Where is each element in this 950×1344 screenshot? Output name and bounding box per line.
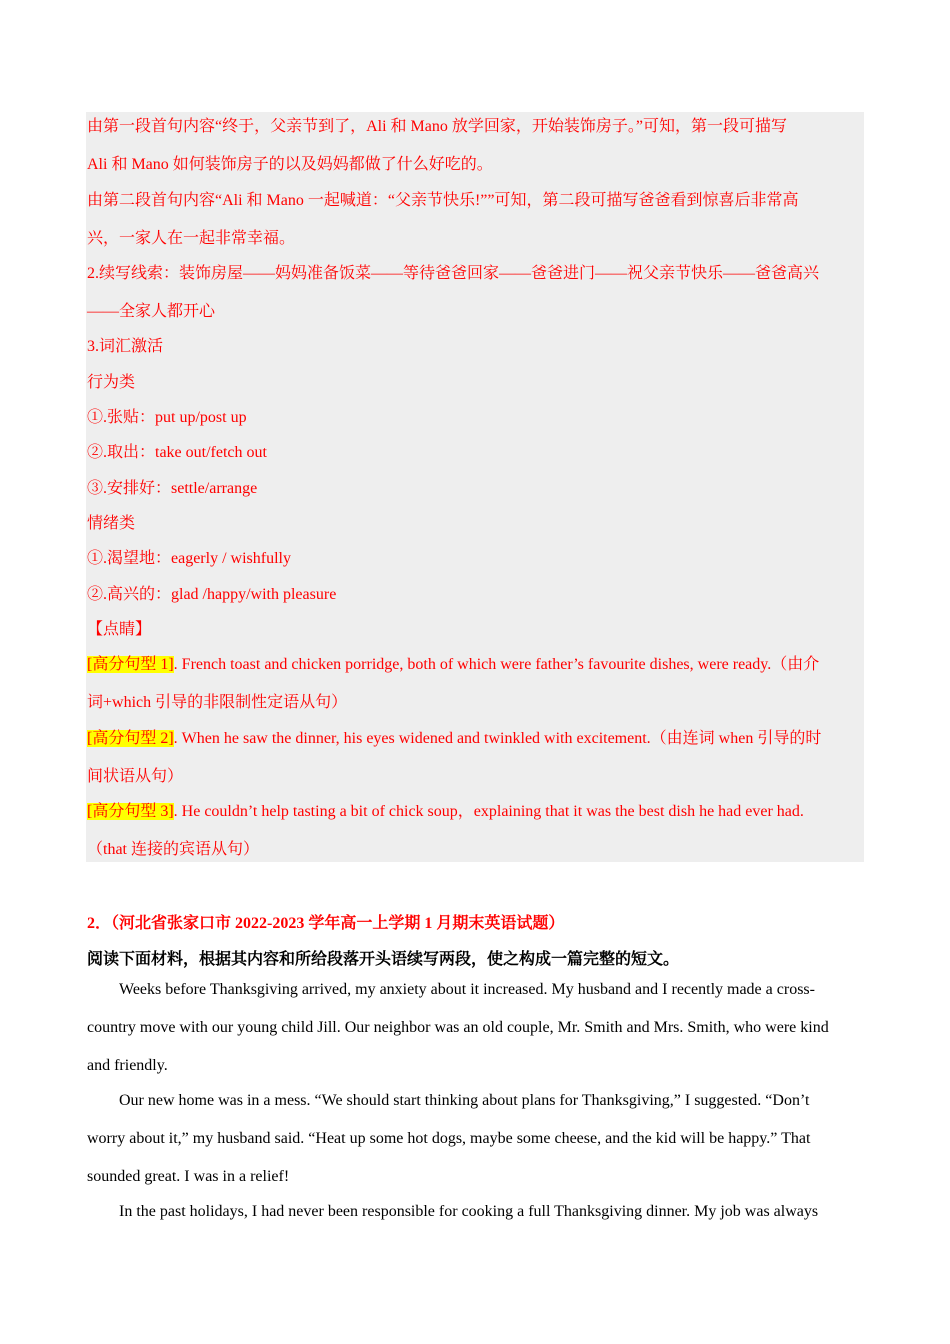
sentence-2-line2: 间状语从句） xyxy=(87,768,184,785)
question-instruction: 阅读下面材料，根据其内容和所给段落开头语续写两段，使之构成一篇完整的短文。 xyxy=(87,951,680,968)
sentence-tag: [高分句型 3] xyxy=(87,803,174,820)
question-title: 2．（河北省张家口市 2022-2023 学年高一上学期 1 月期末英语试题） xyxy=(87,915,565,932)
passage-line: sounded great. I was in a relief! xyxy=(87,1168,290,1185)
analysis-p1-line2: Ali 和 Mano 如何装饰房子的以及妈妈都做了什么好吃的。 xyxy=(87,156,493,173)
highlight-title: 【点睛】 xyxy=(87,621,152,638)
passage-line: country move with our young child Jill. Our neighbor was an old couple, Mr. Smith and Mrs. Smith, who were kind xyxy=(87,1019,829,1036)
vocab-item: ③.安排好：settle/arrange xyxy=(87,480,258,497)
sentence-2-line1 xyxy=(87,729,862,749)
vocab-item: ①.渴望地：eagerly / wishfully xyxy=(87,550,291,567)
vocab-title: 3.词汇激活 xyxy=(87,338,164,355)
sentence-3-line2: （that 连接的宾语从句） xyxy=(87,841,259,858)
sentence-1-line2: 词+which 引导的非限制性定语从句） xyxy=(87,694,348,711)
sentence-tag: [高分句型 1] xyxy=(87,656,174,673)
passage-line: Our new home was in a mess. “We should start thinking about plans for Thanksgiving,” I suggested. “Don’t xyxy=(119,1092,810,1109)
vocab-item: ②.取出：take out/fetch out xyxy=(87,444,267,461)
vocab-item: ①.张贴：put up/post up xyxy=(87,409,247,426)
analysis-p1-line1: 由第一段首句内容“终于，父亲节到了，Ali 和 Mano 放学回家，开始装饰房子。”可知，第一段可描写 xyxy=(87,118,787,135)
sentence-3-line1 xyxy=(87,802,862,822)
passage-line: worry about it,” my husband said. “Heat up some hot dogs, maybe some cheese, and the kid will be happy.” That xyxy=(87,1130,811,1147)
passage-line: and friendly. xyxy=(87,1057,168,1074)
sentence-1-line1 xyxy=(87,655,862,675)
sentence-text: . When he saw the dinner, his eyes widened and twinkled with excitement.（由连词 when 引导的时 xyxy=(173,730,822,747)
action-title: 行为类 xyxy=(87,374,136,391)
sentence-tag: [高分句型 2] xyxy=(87,730,174,747)
sentence-text: . French toast and chicken porridge, both of which were father’s favourite dishes, were ready.（由介 xyxy=(173,656,820,673)
vocab-item: ②.高兴的：glad /happy/with pleasure xyxy=(87,586,337,603)
sentence-text: . He couldn’t help tasting a bit of chick soup，explaining that it was the best dish he had ever had. xyxy=(173,803,804,820)
analysis-p2-line1: 由第二段首句内容“Ali 和 Mano 一起喊道：“父亲节快乐!””可知，第二段可描写爸爸看到惊喜后非常高 xyxy=(87,192,799,209)
clue-line1: 2.续写线索：装饰房屋——妈妈准备饭菜——等待爸爸回家——爸爸进门——祝父亲节快乐——爸爸高兴 xyxy=(87,265,820,282)
passage-line: Weeks before Thanksgiving arrived, my anxiety about it increased. My husband and I recently made a cross- xyxy=(119,981,815,998)
passage-line: In the past holidays, I had never been responsible for cooking a full Thanksgiving dinner. My job was always xyxy=(119,1203,819,1220)
analysis-p2-line2: 兴，一家人在一起非常幸福。 xyxy=(87,230,296,247)
clue-line2: ——全家人都开心 xyxy=(87,303,216,320)
emotion-title: 情绪类 xyxy=(87,515,136,532)
